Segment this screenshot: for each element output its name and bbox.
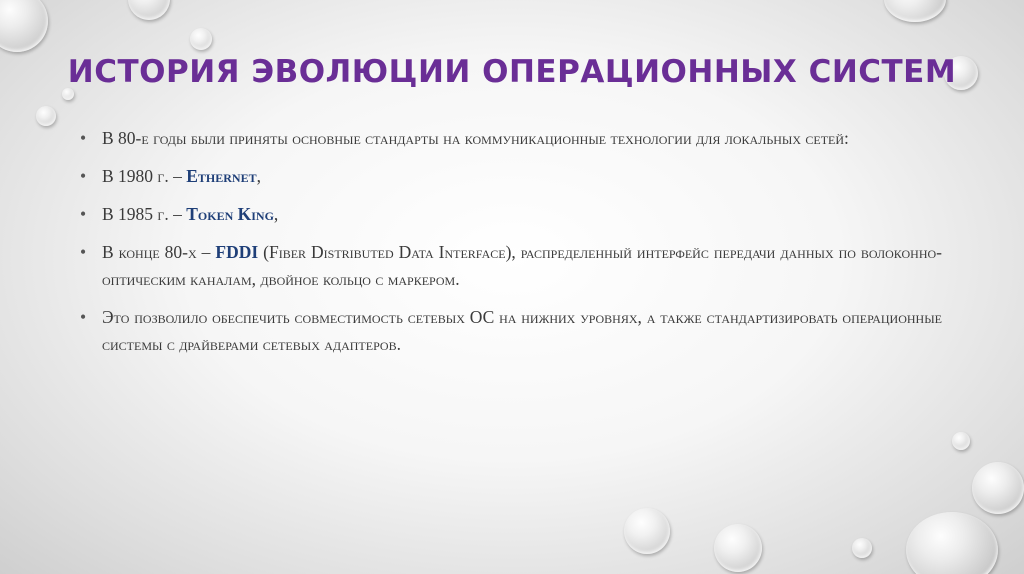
bullet-icon: •	[80, 128, 87, 148]
bullet-highlight: FDDI	[215, 242, 259, 262]
bullet-icon: •	[80, 242, 87, 262]
bullet-item	[76, 239, 942, 293]
water-drop-decoration	[0, 0, 48, 52]
water-drop-decoration	[852, 538, 872, 558]
bullet-item	[76, 201, 942, 228]
bullet-text: В 1985 г. –	[102, 204, 187, 224]
water-drop-decoration	[624, 508, 670, 554]
bullet-list	[76, 125, 942, 358]
bullet-icon: •	[80, 307, 87, 327]
bullet-text: (Fiber Distributed Data Interface), распределенный интерфейс передачи данных по волоконно-оптическим каналам, двойное кольцо с маркером.	[102, 242, 942, 289]
bullet-text: В конце 80-х –	[102, 242, 216, 262]
bullet-text: ,	[273, 204, 279, 224]
bullet-highlight: Ethernet	[186, 166, 257, 186]
bullet-icon: •	[80, 166, 87, 186]
water-drop-decoration	[952, 432, 970, 450]
bullet-item	[76, 125, 942, 152]
water-drop-decoration	[128, 0, 170, 20]
bullet-text: В 1980 г. –	[102, 166, 187, 186]
bullet-item	[76, 163, 942, 190]
bullet-item	[76, 304, 942, 358]
bullet-highlight: Token King	[186, 204, 274, 224]
water-drop-decoration	[884, 0, 946, 22]
water-drop-decoration	[190, 28, 212, 50]
water-drop-decoration	[714, 524, 762, 572]
slide-content	[76, 125, 942, 369]
bullet-text: ,	[256, 166, 261, 186]
water-drop-decoration	[972, 462, 1024, 514]
bullet-icon: •	[80, 204, 87, 224]
bullet-text: Это позволило обеспечить совместимость сетевых ОС на нижних уровнях, а также стандартизировать операционные системы с драйверами сетевых адаптеров.	[102, 307, 942, 354]
slide-title: ИСТОРИЯ ЭВОЛЮЦИИ ОПЕРАЦИОННЫХ СИСТЕМ	[67, 54, 957, 90]
water-drop-decoration	[36, 106, 56, 126]
water-drop-decoration	[906, 512, 998, 574]
bullet-text: В 80-е годы были приняты основные стандарты на коммуникационные технологии для локальных сетей:	[102, 128, 849, 148]
